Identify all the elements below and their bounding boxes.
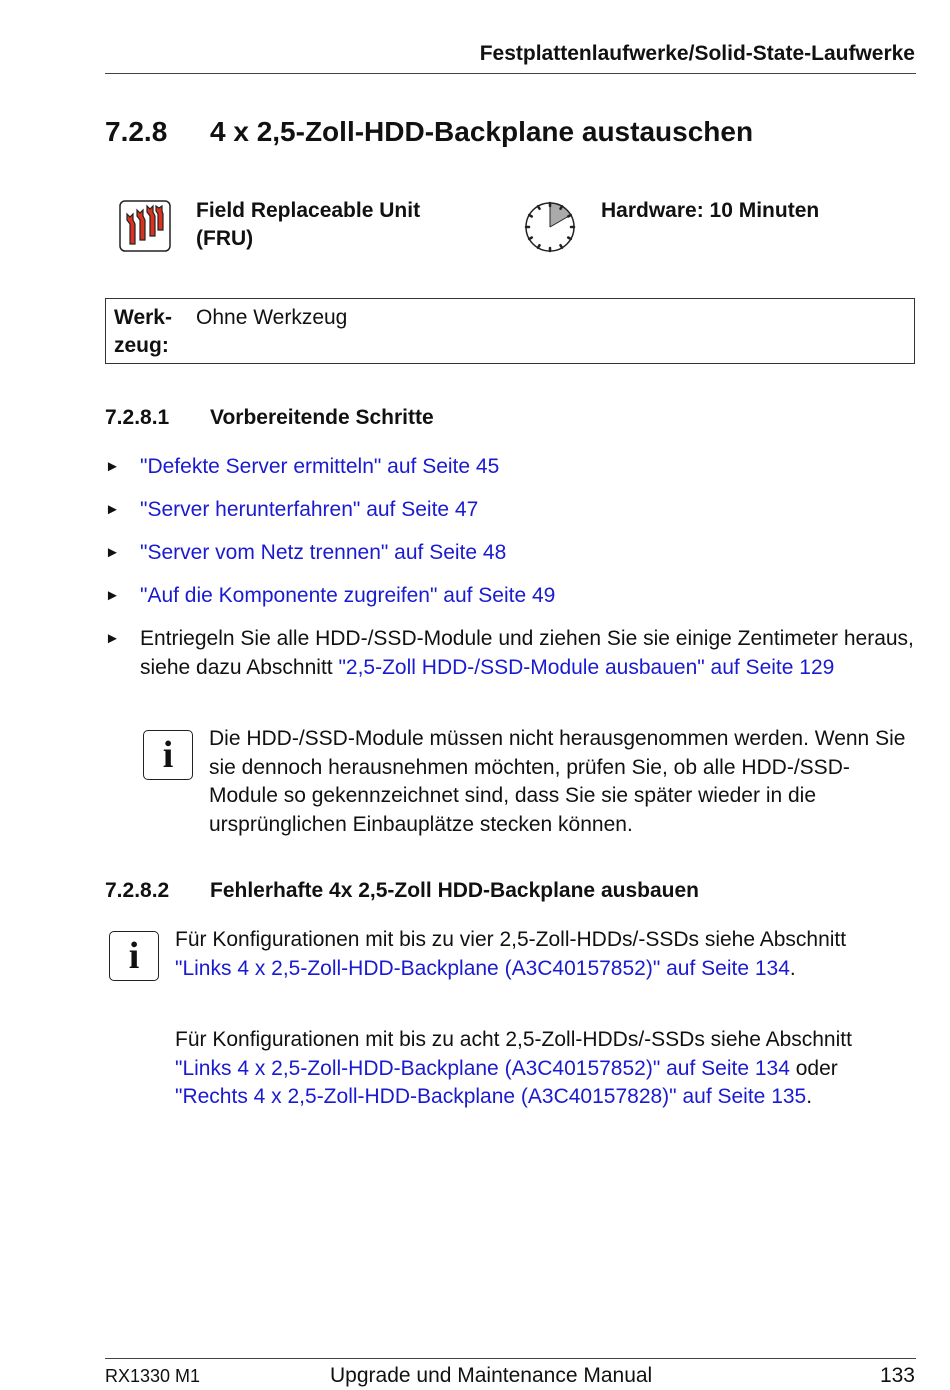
prep-title: Vorbereitende Schritte [210,406,434,429]
prep-note: Die HDD-/SSD-Module müssen nicht herausgenommen werden. Wenn Sie sie dennoch herausnehmen möchten, prüfen Sie, ob alle HDD-/SSD-Module so gekennzeichnet sind, dass Sie sie später wieder in die ursprünglichen Einbauplätze stecken können. [209,727,906,836]
step-text: Entriegeln Sie alle HDD-/SSD-Module und ziehen Sie sie einige Zentimeter heraus, siehe dazu Abschnitt [140,627,914,679]
fru-label [196,197,420,253]
page-number: 133 [879,1364,915,1387]
remove-number: 7.2.8.2 [105,879,170,902]
para-text: Für Konfigurationen mit bis zu acht 2,5-Zoll-HDDs/-SSDs siehe Abschnitt [175,1028,852,1051]
section-title: 4 x 2,5-Zoll-HDD-Backplane austauschen [210,116,754,147]
running-header: Festplattenlaufwerke/Solid-State-Laufwerke [479,42,915,65]
remove-heading [105,879,699,903]
step-link[interactable]: "Defekte Server ermitteln" auf Seite 45 [140,455,500,478]
list-item [105,496,916,525]
prep-number: 7.2.8.1 [105,406,170,429]
para-text: . [789,956,796,980]
bullet-arrow-icon: ► [105,587,120,604]
hardware-time: Hardware: 10 Minuten [601,199,820,222]
step-link[interactable]: "2,5-Zoll HDD-/SSD-Module ausbauen" auf Seite 129 [338,655,835,679]
footer-divider [105,1358,916,1359]
clock-icon [522,199,578,255]
section-number: 7.2.8 [105,116,168,147]
tools-box [105,298,915,364]
bullet-arrow-icon: ► [105,501,120,518]
tools-label-line2: zeug: [114,334,169,357]
para-text: Für Konfigurationen mit bis zu vier 2,5-Zoll-HDDs/-SSDs siehe Abschnitt [175,928,847,951]
footer-model: RX1330 M1 [105,1366,201,1386]
para-text: . [806,1085,813,1108]
para-link[interactable]: "Links 4 x 2,5-Zoll-HDD-Backplane (A3C40157852)" auf Seite 134 [175,956,790,980]
tools-value: Ohne Werkzeug [196,306,348,329]
remove-note-para1 [175,926,895,983]
prep-heading [105,406,434,430]
list-item [105,582,916,611]
bullet-arrow-icon: ► [105,458,120,475]
fru-label-line2: (FRU) [196,227,254,250]
info-icon: i [143,730,193,780]
header-divider [105,73,916,74]
step-link[interactable]: "Server herunterfahren" auf Seite 47 [140,498,479,521]
fru-label-line1: Field Replaceable Unit [196,199,421,222]
para-link[interactable]: "Links 4 x 2,5-Zoll-HDD-Backplane (A3C40157852)" auf Seite 134 [175,1056,790,1080]
footer-manual-title: Upgrade und Maintenance Manual [330,1364,653,1387]
remove-title: Fehlerhafte 4x 2,5-Zoll HDD-Backplane ausbauen [210,879,699,902]
tools-label-line1: Werk- [114,306,172,329]
step-link[interactable]: "Server vom Netz trennen" auf Seite 48 [140,541,507,564]
wrench-tools-icon [119,200,171,252]
list-item [105,625,916,682]
step-link[interactable]: "Auf die Komponente zugreifen" auf Seite 49 [140,584,556,607]
tools-label [114,304,184,360]
bullet-arrow-icon: ► [105,544,120,561]
list-item [105,453,916,482]
remove-note-para2 [175,1026,905,1112]
bullet-arrow-icon: ► [105,630,120,647]
list-item [105,539,916,568]
info-icon: i [109,931,159,981]
para-text: oder [789,1056,838,1080]
para-link[interactable]: "Rechts 4 x 2,5-Zoll-HDD-Backplane (A3C40157828)" auf Seite 135 [175,1085,807,1108]
section-heading [105,116,753,148]
